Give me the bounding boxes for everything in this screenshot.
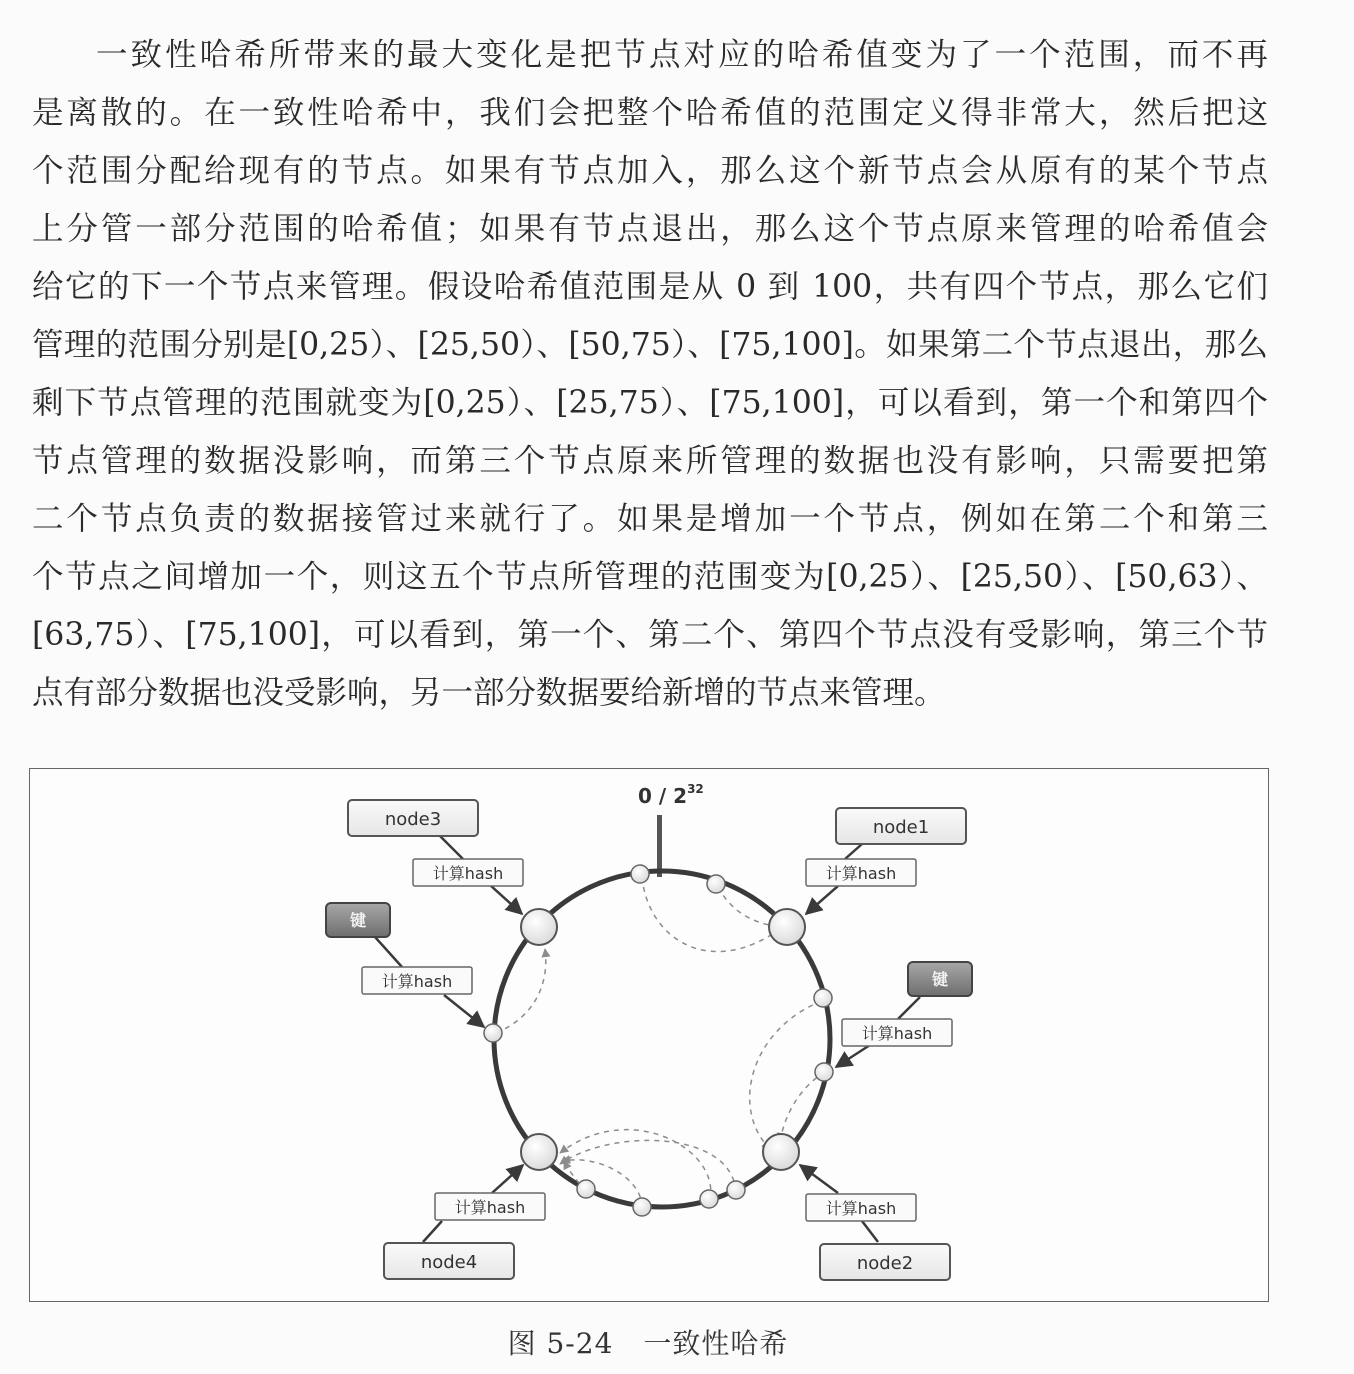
node1-box (836, 808, 966, 844)
node3-box (348, 800, 478, 836)
node1-label: node1 (872, 817, 930, 838)
connector (492, 1165, 523, 1193)
connector (898, 997, 920, 1019)
node2-point (763, 1134, 799, 1170)
figure-frame (29, 768, 1269, 1302)
ring-origin-label-exp: 32 (687, 782, 704, 796)
paragraph-line: 节点管理的数据没影响，而第三个节点原来所管理的数据也没有影响，只需要把第 (32, 443, 1268, 479)
hash-label: 计算hash (381, 972, 453, 991)
paragraph-line: 个节点之间增加一个，则这五个节点所管理的范围变为[0,25）、[25,50）、[50,63）、 (32, 559, 1268, 595)
key-point (815, 1063, 833, 1081)
connector (845, 844, 862, 859)
connector (806, 886, 838, 914)
ring-origin-handle (657, 815, 662, 877)
paragraph-line: [63,75）、[75,100]，可以看到，第一个、第二个、第四个节点没有受影响，第三个节 (32, 617, 1268, 653)
hash-label: 计算hash (825, 1199, 897, 1218)
paragraph-line: 剩下节点管理的范围就变为[0,25）、[25,75）、[75,100]，可以看到，第一个和第四个 (32, 385, 1268, 421)
key-point (700, 1190, 718, 1208)
ring-origin-label-base: 0 / 2 (638, 784, 688, 808)
figure-caption (0, 1322, 1296, 1362)
connector (836, 1045, 870, 1067)
hash-box-right-key (842, 1019, 952, 1046)
node1-point (769, 909, 805, 945)
hash-box-node3 (413, 859, 523, 886)
key-box-right (908, 962, 972, 996)
node4-label: node4 (420, 1252, 478, 1273)
body-paragraph (32, 26, 1268, 722)
connector (423, 1221, 442, 1242)
paragraph-line: 二个节点负责的数据接管过来就行了。如果是增加一个节点，例如在第二个和第三 (32, 501, 1268, 537)
key-box-left (326, 903, 390, 937)
hash-label: 计算hash (454, 1198, 526, 1217)
dashed-curve (750, 1001, 822, 1149)
node2-box (820, 1244, 950, 1280)
key-point (707, 875, 725, 893)
connector (440, 836, 463, 859)
hash-ring-diagram (30, 769, 1268, 1301)
connector (444, 995, 484, 1027)
hash-box-node2 (806, 1194, 916, 1221)
connector (490, 885, 522, 914)
node4-box (384, 1243, 514, 1279)
connector (375, 937, 402, 967)
key-point (633, 1198, 651, 1216)
node3-label: node3 (384, 809, 442, 830)
figure-title: 一致性哈希 (643, 1327, 789, 1360)
hash-label: 计算hash (432, 864, 504, 883)
hash-label: 计算hash (825, 864, 897, 883)
key-point (484, 1024, 502, 1042)
paragraph-line: 给它的下一个节点来管理。假设哈希值范围是从 0 到 100，共有四个节点，那么它们 (32, 269, 1268, 305)
key-label: 键 (931, 970, 949, 989)
paragraph-line: 上分管一部分范围的哈希值；如果有节点退出，那么这个节点原来管理的哈希值会 (32, 211, 1268, 247)
key-point (631, 865, 649, 883)
node2-label: node2 (856, 1253, 914, 1274)
node3-point (521, 909, 557, 945)
ring-origin-label (638, 782, 704, 808)
hash-box-left-key (362, 967, 472, 994)
figure-number: 图 5-24 (507, 1327, 614, 1360)
hash-box-node4 (435, 1193, 545, 1220)
hash-box-node1 (806, 859, 916, 886)
hash-label: 计算hash (861, 1024, 933, 1043)
paragraph-line: 点有部分数据也没受影响，另一部分数据要给新增的节点来管理。 (32, 675, 946, 711)
key-point (727, 1181, 745, 1199)
node4-point (521, 1134, 557, 1170)
key-point (577, 1180, 595, 1198)
key-label: 键 (349, 911, 367, 930)
paragraph-line: 是离散的。在一致性哈希中，我们会把整个哈希值的范围定义得非常大，然后把这 (32, 95, 1268, 131)
connector (800, 1165, 838, 1193)
key-point (814, 989, 832, 1007)
paragraph-line: 管理的范围分别是[0,25）、[25,50）、[50,75）、[75,100]。如果第二个节点退出，那么 (32, 327, 1268, 363)
paragraph-line: 一致性哈希所带来的最大变化是把节点对应的哈希值变为了一个范围，而不再 (96, 37, 1268, 73)
paragraph-line: 个范围分配给现有的节点。如果有节点加入，那么这个新节点会从原有的某个节点 (32, 153, 1268, 189)
connector (862, 1221, 878, 1242)
